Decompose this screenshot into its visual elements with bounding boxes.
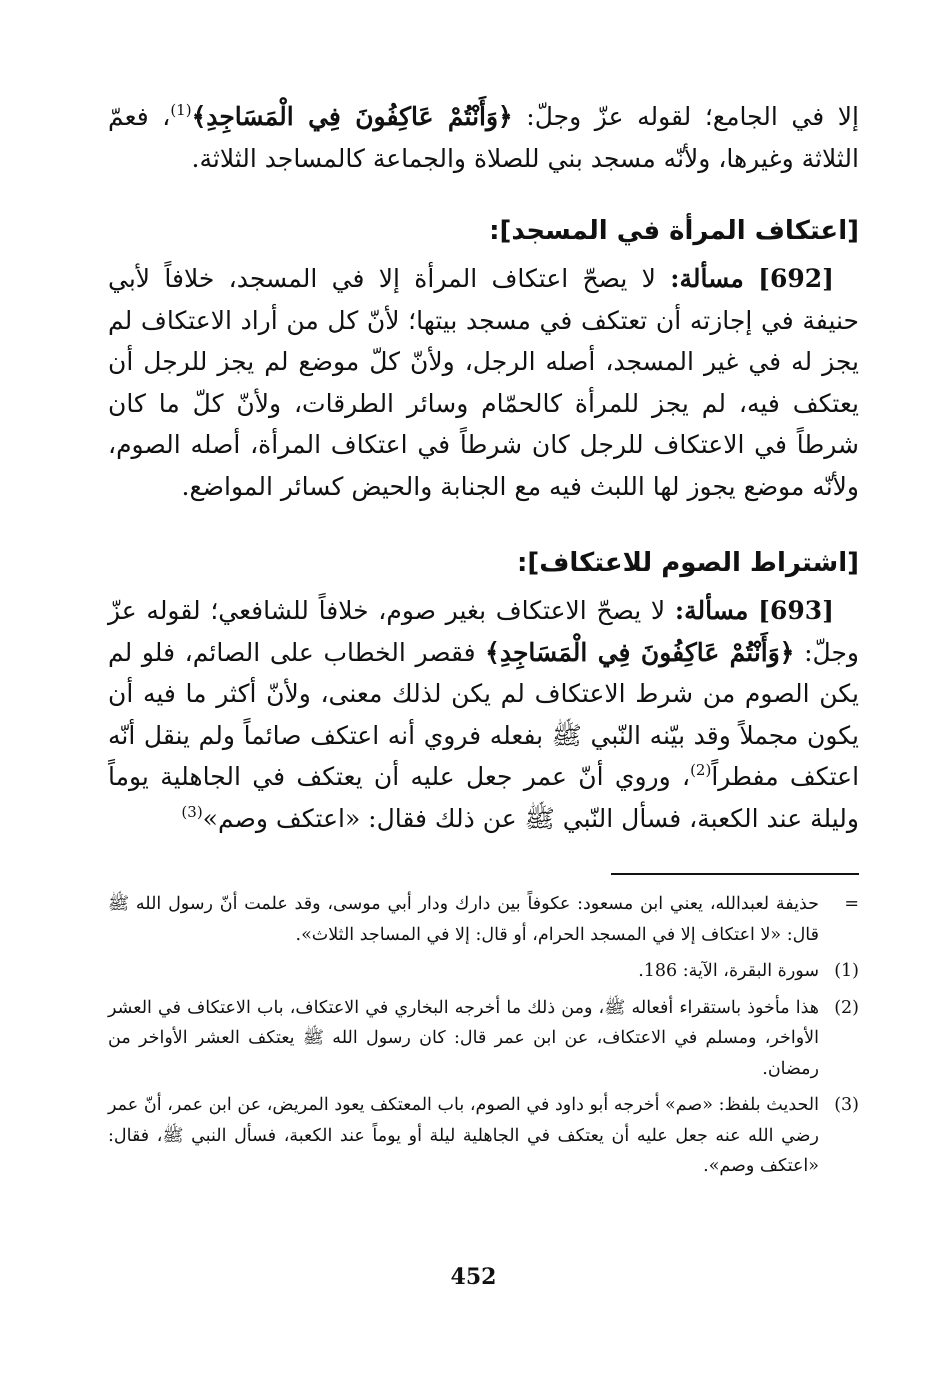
footnote-ref-2[interactable]: (2) xyxy=(690,761,712,779)
footnote-ref-3[interactable]: (3) xyxy=(181,802,203,821)
top-text-part2: ، فعمّ الثلاثة وغيرها، ولأنّه مسجد بني للصلاة والجماعة كالمساجد الثلاثة. xyxy=(108,102,859,173)
footnote-text: الحديث بلفظ: «صم» أخرجه أبو داود في الصوم، باب المعتكف يعود المريض، عن ابن عمر، أنّ عمر رضي الله عنه جعل عليه أن يعتكف في الجاهلية ليلة أو يوماً عند الكعبة، فسأل النبي ﷺ، فقال: «اعتكف وصم». xyxy=(108,1095,819,1176)
issue-number-693: [693] xyxy=(758,596,835,625)
top-text-part1: إلا في الجامع؛ لقوله عزّ وجلّ: xyxy=(512,102,859,131)
page-number: 452 xyxy=(450,1264,497,1290)
section-heading-woman-itikaf: [اعتكاف المرأة في المسجد]: xyxy=(489,216,859,246)
footnote-separator xyxy=(611,873,859,875)
footnotes xyxy=(108,889,859,1182)
issue-693-text-part1: لا يصحّ الاعتكاف بغير صوم، خلافاً للشافعي؛ لقوله عزّ وجلّ: xyxy=(108,596,859,667)
footnote-mark: (3) xyxy=(834,1095,859,1115)
footnote-2 xyxy=(108,993,859,1085)
issue-693-text-part2: فقصر الخطاب على الصائم، فلو لم يكن الصوم من شرط الاعتكاف لم يكن لذلك معنى، ولأنّ أكثر ما فيه أن يكون مجملاً وقد بيّنه النّبي ﷺ بفعله فروي أنه اعتكف صائماً ولم ينقل أنّه اعتكف مفطراً xyxy=(108,637,860,791)
issue-692-text: لا يصحّ اعتكاف المرأة إلا في المسجد، خلافاً لأبي حنيفة في إجازته أن تعتكف في مسجد بيتها؛ لأنّ كل من أراد الاعتكاف لم يجز له في غير المسجد، أصله الرجل، ولأنّ كلّ موضع لم يجز للرجل أن يعتكف فيه، لم يجز للمرأة كالحمّام وسائر الطرقات، ولأنّ كلّ ما كان شرطاً في الاعتكاف للرجل كان شرطاً في اعتكاف المرأة، أصله الصوم، ولأنّه موضع يجوز لها اللبث فيه مع الجنابة والحيض كسائر المواضع. xyxy=(108,264,860,501)
issue-number-692: [692] xyxy=(758,264,834,293)
issue-692-paragraph xyxy=(108,258,859,507)
footnote-1 xyxy=(108,956,859,987)
footnote-mark: (2) xyxy=(834,997,859,1018)
footnote-3 xyxy=(108,1090,859,1182)
footnote-mark: (1) xyxy=(834,961,859,981)
issue-693-text-part3: ، وروي أنّ عمر جعل عليه أن يعتكف في الجاهلية يوماً وليلة عند الكعبة، فسأل النّبي ﷺ عن ذلك فقال: «اعتكف وصم» xyxy=(108,762,859,833)
issue-label: مسألة: xyxy=(674,596,749,625)
footnote-text: سورة البقرة، الآية: 186. xyxy=(638,961,819,981)
top-paragraph xyxy=(108,96,859,179)
issue-693-paragraph xyxy=(108,590,859,839)
quran-verse: ﴿وَأَنْتُمْ عَاكِفُونَ فِي الْمَسَاجِدِ﴾ xyxy=(485,637,795,667)
footnote-continuation xyxy=(108,889,859,950)
continuation-mark: = xyxy=(844,894,859,914)
issue-label: مسألة: xyxy=(670,264,744,293)
footnote-text: هذا مأخوذ باستقراء أفعاله ﷺ، ومن ذلك ما أخرجه البخاري في الاعتكاف، باب الاعتكاف في العشر الأواخر، ومسلم في الاعتكاف، عن ابن عمر قال: كان رسول الله ﷺ يعتكف العشر الأواخر من رمضان. xyxy=(108,997,819,1079)
quran-verse: ﴿وَأَنْتُمْ عَاكِفُونَ فِي الْمَسَاجِدِ﴾ xyxy=(191,102,513,131)
section-heading-fasting-condition: [اشتراط الصوم للاعتكاف]: xyxy=(516,548,859,578)
footnote-continuation-text: حذيفة لعبدالله، يعني ابن مسعود: عكوفاً بين دارك ودار أبي موسى، وقد علمت أنّ رسول الله ﷺ قال: «لا اعتكاف إلا في المسجد الحرام، أو قال: إلا في المساجد الثلاث». xyxy=(108,894,819,945)
footnote-ref-1[interactable]: (1) xyxy=(170,101,192,119)
